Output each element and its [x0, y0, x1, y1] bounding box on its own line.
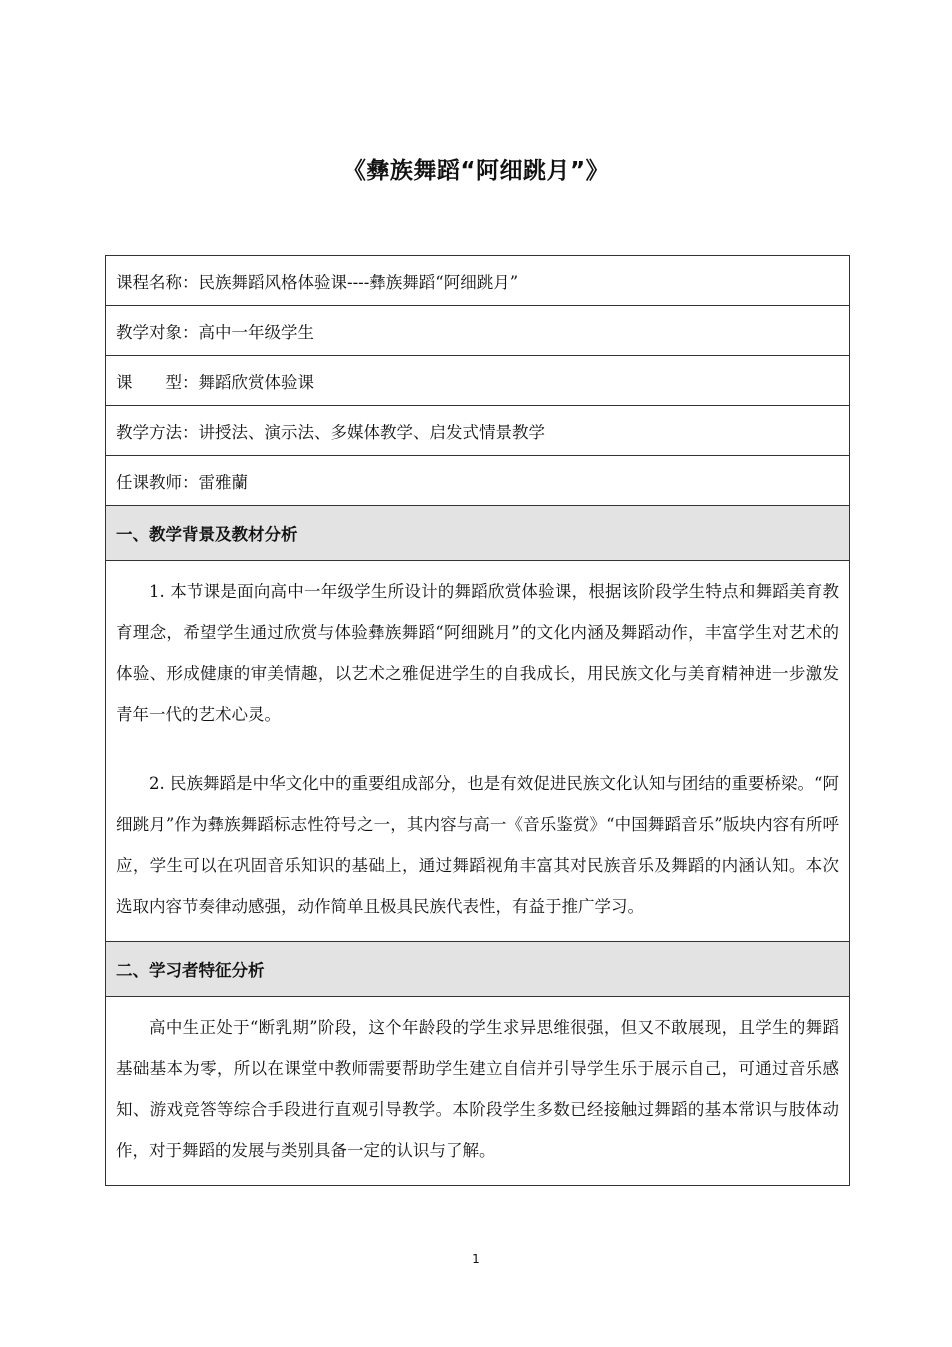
section-heading: 二、学习者特征分析 [106, 942, 850, 997]
info-cell [106, 406, 850, 456]
section-body [106, 997, 850, 1186]
info-cell [106, 356, 850, 406]
info-label: 教学对象： [116, 322, 199, 342]
info-row-course-name [106, 256, 850, 306]
info-label: 课 型： [116, 372, 199, 392]
info-row-teaching-method [106, 406, 850, 456]
section-heading-row-2 [106, 942, 850, 997]
info-label: 任课教师： [116, 472, 199, 492]
lesson-plan-table [105, 255, 850, 1186]
info-row-teaching-object [106, 306, 850, 356]
info-value: 讲授法、演示法、多媒体教学、启发式情景教学 [198, 422, 545, 442]
section-body-row-1 [106, 561, 850, 942]
page-number: 1 [472, 1252, 480, 1266]
info-cell [106, 306, 850, 356]
section-body-row-2 [106, 997, 850, 1186]
paragraph: 2. 民族舞蹈是中华文化中的重要组成部分，也是有效促进民族文化认知与团结的重要桥梁。“阿细跳月”作为彝族舞蹈标志性符号之一，其内容与高一《音乐鉴赏》“中国舞蹈音乐”版块内容有所呼应，学生可以在巩固音乐知识的基础上，通过舞蹈视角丰富其对民族音乐及舞蹈的内涵认知。本次选取内容节奏律动感强，动作简单且极具民族代表性，有益于推广学习。 [116, 774, 839, 916]
info-row-course-type [106, 356, 850, 406]
document-title: 《彝族舞蹈“阿细跳月”》 [342, 158, 610, 184]
info-value: 高中一年级学生 [198, 322, 314, 342]
info-row-teacher [106, 456, 850, 506]
section-heading-row-1 [106, 506, 850, 561]
info-label: 课程名称： [116, 272, 199, 292]
info-value: 雷雅蘭 [198, 472, 248, 492]
paragraph: 1. 本节课是面向高中一年级学生所设计的舞蹈欣赏体验课，根据该阶段学生特点和舞蹈美育教育理念，希望学生通过欣赏与体验彝族舞蹈“阿细跳月”的文化内涵及舞蹈动作，丰富学生对艺术的体验、形成健康的审美情趣，以艺术之雅促进学生的自我成长，用民族文化与美育精神进一步激发青年一代的艺术心灵。 [116, 582, 839, 724]
section-body [106, 561, 850, 942]
paragraph: 高中生正处于“断乳期”阶段，这个年龄段的学生求异思维很强，但又不敢展现，且学生的舞蹈基础基本为零，所以在课堂中教师需要帮助学生建立自信并引导学生乐于展示自己，可通过音乐感知、游戏竞答等综合手段进行直观引导教学。本阶段学生多数已经接触过舞蹈的基本常识与肢体动作，对于舞蹈的发展与类别具备一定的认识与了解。 [116, 1018, 839, 1160]
section-heading: 一、教学背景及教材分析 [106, 506, 850, 561]
info-value: 舞蹈欣赏体验课 [198, 372, 314, 392]
info-label: 教学方法： [116, 422, 199, 442]
info-value: 民族舞蹈风格体验课----彝族舞蹈“阿细跳月” [198, 272, 519, 292]
info-cell [106, 456, 850, 506]
info-cell [106, 256, 850, 306]
